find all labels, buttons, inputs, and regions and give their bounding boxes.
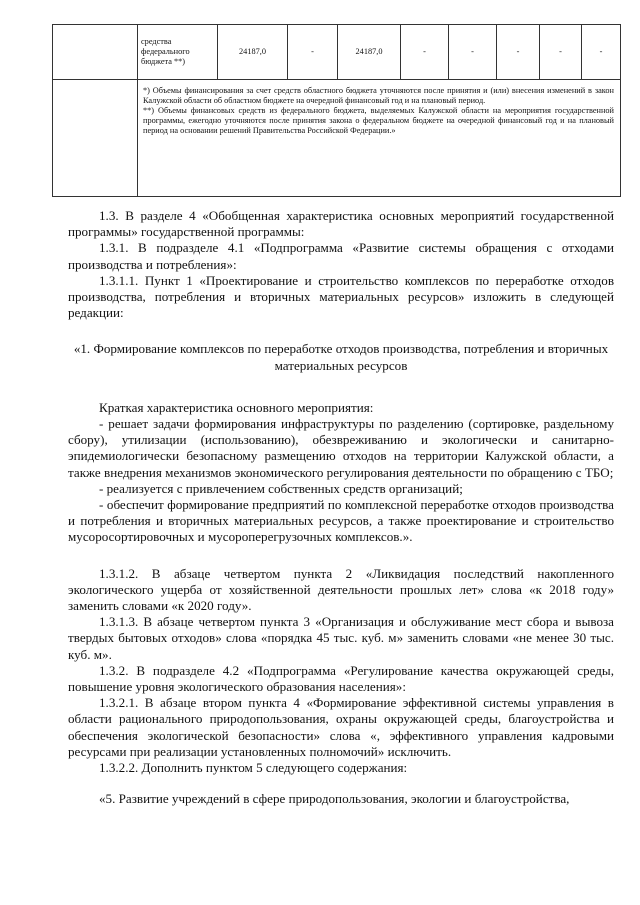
paragraph: 1.3.2.2. Дополнить пунктом 5 следующего содержания: (99, 760, 408, 776)
paragraph: 1.3. В разделе 4 «Обобщенная характеристика основных мероприятий государственной программы» государственной программы: (68, 208, 614, 240)
table-cell: - (582, 25, 621, 80)
financing-table (52, 24, 621, 197)
table-cell: - (449, 25, 497, 80)
table-footnotes (138, 80, 621, 197)
table-cell-empty (53, 80, 138, 197)
table-cell: - (540, 25, 582, 80)
paragraph: 1.3.2. В подразделе 4.2 «Подпрограмма «Регулирование качества окружающей среды, повышение уровня экологического образования населения»: (68, 662, 614, 695)
paragraph: 1.3.2.1. В абзаце втором пункта 4 «Формирование эффективной системы управления в области рационального природопользования, охраны окружающей среды, благоустройства и обеспечения экологической безопасности» слова «, эффективного управления кадровыми ресурсами при реализации установленных полномочий» исключить. (68, 695, 614, 759)
table-cell: - (497, 25, 540, 80)
paragraph: «5. Развитие учреждений в сфере природопользования, экологии и благоустройства, (99, 791, 570, 807)
paragraph: Краткая характеристика основного мероприятия: (99, 399, 374, 415)
table-row (53, 80, 621, 197)
paragraph: - решает задачи формирования инфраструктуры по разделению (сортировке, раздельному сбору), утилизации (использованию), обезвреживанию и экологически и санитарно-эпидемиологически безопасному размещению отходов на территории Калужской области, а также внедрения механизмов экономического регулирования деятельности по обращению с ТБО; (68, 416, 614, 480)
footnote: **) Объемы финансовых средств из федерального бюджета, выделяемых Калужской области на мероприятия государственной программы, ежегодно уточняются после принятия закона о федеральном бюджете на очередной финансовый год и на плановый период на основании решений Правительства Российской Федерации.» (143, 106, 614, 136)
table-cell-label: средства федерального бюджета **) (138, 25, 218, 80)
paragraph: 1.3.1.3. В абзаце четвертом пункта 3 «Организация и обслуживание мест сбора и вывоза твердых бытовых отходов» слова «порядка 45 тыс. куб. м» заменить словами «не менее 30 тыс. куб. м». (68, 614, 614, 662)
paragraph: 1.3.1.1. Пункт 1 «Проектирование и строительство комплексов по переработке отходов производства, потребления и вторичных материальных ресурсов» изложить в следующей редакции: (68, 272, 614, 321)
paragraph: - обеспечит формирование предприятий по комплексной переработке отходов производства и потребления и вторичных материальных ресурсов, а также проектирование и строительство мусоросортировочных и мусороперегрузочных комплексов.». (68, 497, 614, 545)
section-heading: «1. Формирование комплексов по переработке отходов производства, потребления и вторичных материальных ресурсов (73, 341, 609, 373)
table-row (53, 25, 621, 80)
table-cell: 24187,0 (338, 25, 401, 80)
paragraph: - реализуется с привлечением собственных средств организаций; (99, 480, 463, 496)
footnote: *) Объемы финансирования за счет средств областного бюджета уточняются после принятия и (или) внесения изменений в закон Калужской области об областном бюджете на очередной финансовый год и на плановый период. (143, 86, 614, 106)
table-cell: - (401, 25, 449, 80)
paragraph: 1.3.1.2. В абзаце четвертом пункта 2 «Ликвидация последствий накопленного экологического ущерба от хозяйственной деятельности прошлых лет» слова «к 2018 году» заменить словами «к 2020 году». (68, 565, 614, 614)
document-body (68, 208, 614, 808)
table-cell: 24187,0 (218, 25, 288, 80)
table-cell-empty (53, 25, 138, 80)
paragraph: 1.3.1. В подразделе 4.1 «Подпрограмма «Развитие системы обращения с отходами производства и потребления»: (68, 240, 614, 272)
table-cell: - (288, 25, 338, 80)
